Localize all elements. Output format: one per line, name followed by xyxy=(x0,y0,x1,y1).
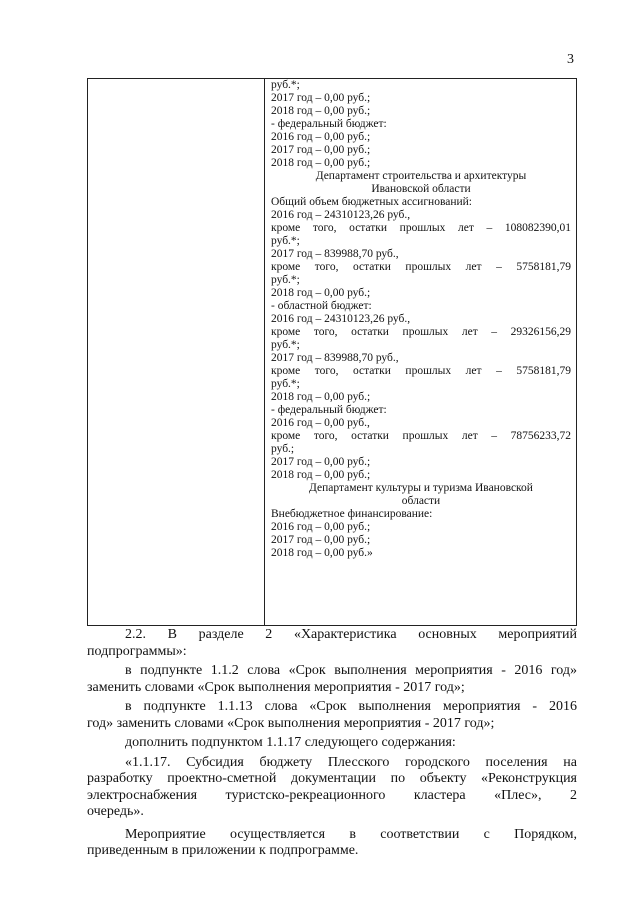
table-line: 2018 год – 0,00 руб.» xyxy=(271,547,373,559)
table-line: - федеральный бюджет: xyxy=(271,404,387,416)
table-line: руб.; xyxy=(271,443,295,455)
paragraph-add-subitem: дополнить подпунктом 1.1.17 следующего содержания: xyxy=(125,735,456,750)
table-line: кроме того, остатки прошлых лет – 29326156,29 xyxy=(271,326,571,338)
table-line: - федеральный бюджет: xyxy=(271,118,387,130)
paragraph-subitem-1-1-2-line-2: заменить словами «Срок выполнения мероприятия - 2017 год»; xyxy=(87,679,465,695)
table-line: руб.*; xyxy=(271,274,300,286)
table-line: кроме того, остатки прошлых лет – 78756233,72 xyxy=(271,430,571,442)
paragraph-subitem-1-1-17-line-4: очередь». xyxy=(87,804,144,819)
paragraph-procedure-line-2: приведенным в приложении к подпрограмме. xyxy=(87,843,359,858)
paragraph-2-2-line-2: подпрограммы»: xyxy=(87,643,187,659)
table-line: 2017 год – 839988,70 руб., xyxy=(271,248,399,260)
paragraph-subitem-1-1-17-line-2: разработку проектно-сметной документации по объекту «Реконструкция xyxy=(87,771,577,786)
table-line: Ивановской области xyxy=(371,183,471,195)
table-line: Департамент культуры и туризма Ивановской xyxy=(309,482,533,494)
paragraph-subitem-1-1-2-line-1: в подпункте 1.1.2 слова «Срок выполнения мероприятия - 2016 год» xyxy=(125,663,577,678)
paragraph-subitem-1-1-17-line-3: электроснабжения туристско-рекреационного кластера «Плес», 2 xyxy=(87,787,577,803)
table-line: руб.*; xyxy=(271,235,300,247)
table-line: 2016 год – 0,00 руб.; xyxy=(271,521,371,533)
paragraph-2-2-line-1: 2.2. В разделе 2 «Характеристика основных мероприятий xyxy=(125,627,577,642)
table-line: 2016 год – 24310123,26 руб., xyxy=(271,313,411,325)
table-line: руб.*; xyxy=(271,378,300,390)
table-line: 2016 год – 0,00 руб.; xyxy=(271,131,371,143)
table-line: 2018 год – 0,00 руб.; xyxy=(271,287,371,299)
table-line: кроме того, остатки прошлых лет – 5758181,79 xyxy=(271,365,571,377)
table-line: 2017 год – 0,00 руб.; xyxy=(271,456,371,468)
table-line: кроме того, остатки прошлых лет – 5758181,79 xyxy=(271,261,571,273)
table-line: 2017 год – 0,00 руб.; xyxy=(271,92,371,104)
table-line: 2018 год – 0,00 руб.; xyxy=(271,157,371,169)
table-line: Департамент строительства и архитектуры xyxy=(315,170,527,182)
paragraph-procedure-line-1: Мероприятие осуществляется в соответствии с Порядком, xyxy=(125,826,577,842)
table-line: 2016 год – 24310123,26 руб., xyxy=(271,209,411,221)
table-column-divider xyxy=(264,79,265,625)
table-line: 2017 год – 839988,70 руб., xyxy=(271,352,399,364)
budget-table xyxy=(87,78,577,626)
table-line: Общий объем бюджетных ассигнований: xyxy=(271,196,472,208)
table-line: 2017 год – 0,00 руб.; xyxy=(271,534,371,546)
table-cell-funding xyxy=(271,79,571,560)
table-line: 2017 год – 0,00 руб.; xyxy=(271,144,371,156)
table-line: руб.*; xyxy=(271,339,300,351)
paragraph-subitem-1-1-13-line-1: в подпункте 1.1.13 слова «Срок выполнения мероприятия - 2016 xyxy=(125,699,577,714)
table-line: 2016 год – 0,00 руб., xyxy=(271,417,370,429)
table-line: 2018 год – 0,00 руб.; xyxy=(271,105,371,117)
paragraph-subitem-1-1-17-line-1: «1.1.17. Субсидия бюджету Плесского городского поселения на xyxy=(125,754,577,770)
table-line: 2018 год – 0,00 руб.; xyxy=(271,469,371,481)
table-line: области xyxy=(401,495,441,507)
table-line: руб.*; xyxy=(271,79,300,91)
paragraph-subitem-1-1-13-line-2: год» заменить словами «Срок выполнения мероприятия - 2017 год»; xyxy=(87,715,495,731)
table-line: - областной бюджет: xyxy=(271,300,372,312)
table-line: 2018 год – 0,00 руб.; xyxy=(271,391,371,403)
table-line: Внебюджетное финансирование: xyxy=(271,508,433,520)
table-line: кроме того, остатки прошлых лет – 108082390,01 xyxy=(271,222,571,234)
page-number: 3 xyxy=(567,52,574,67)
document-body xyxy=(87,627,577,860)
